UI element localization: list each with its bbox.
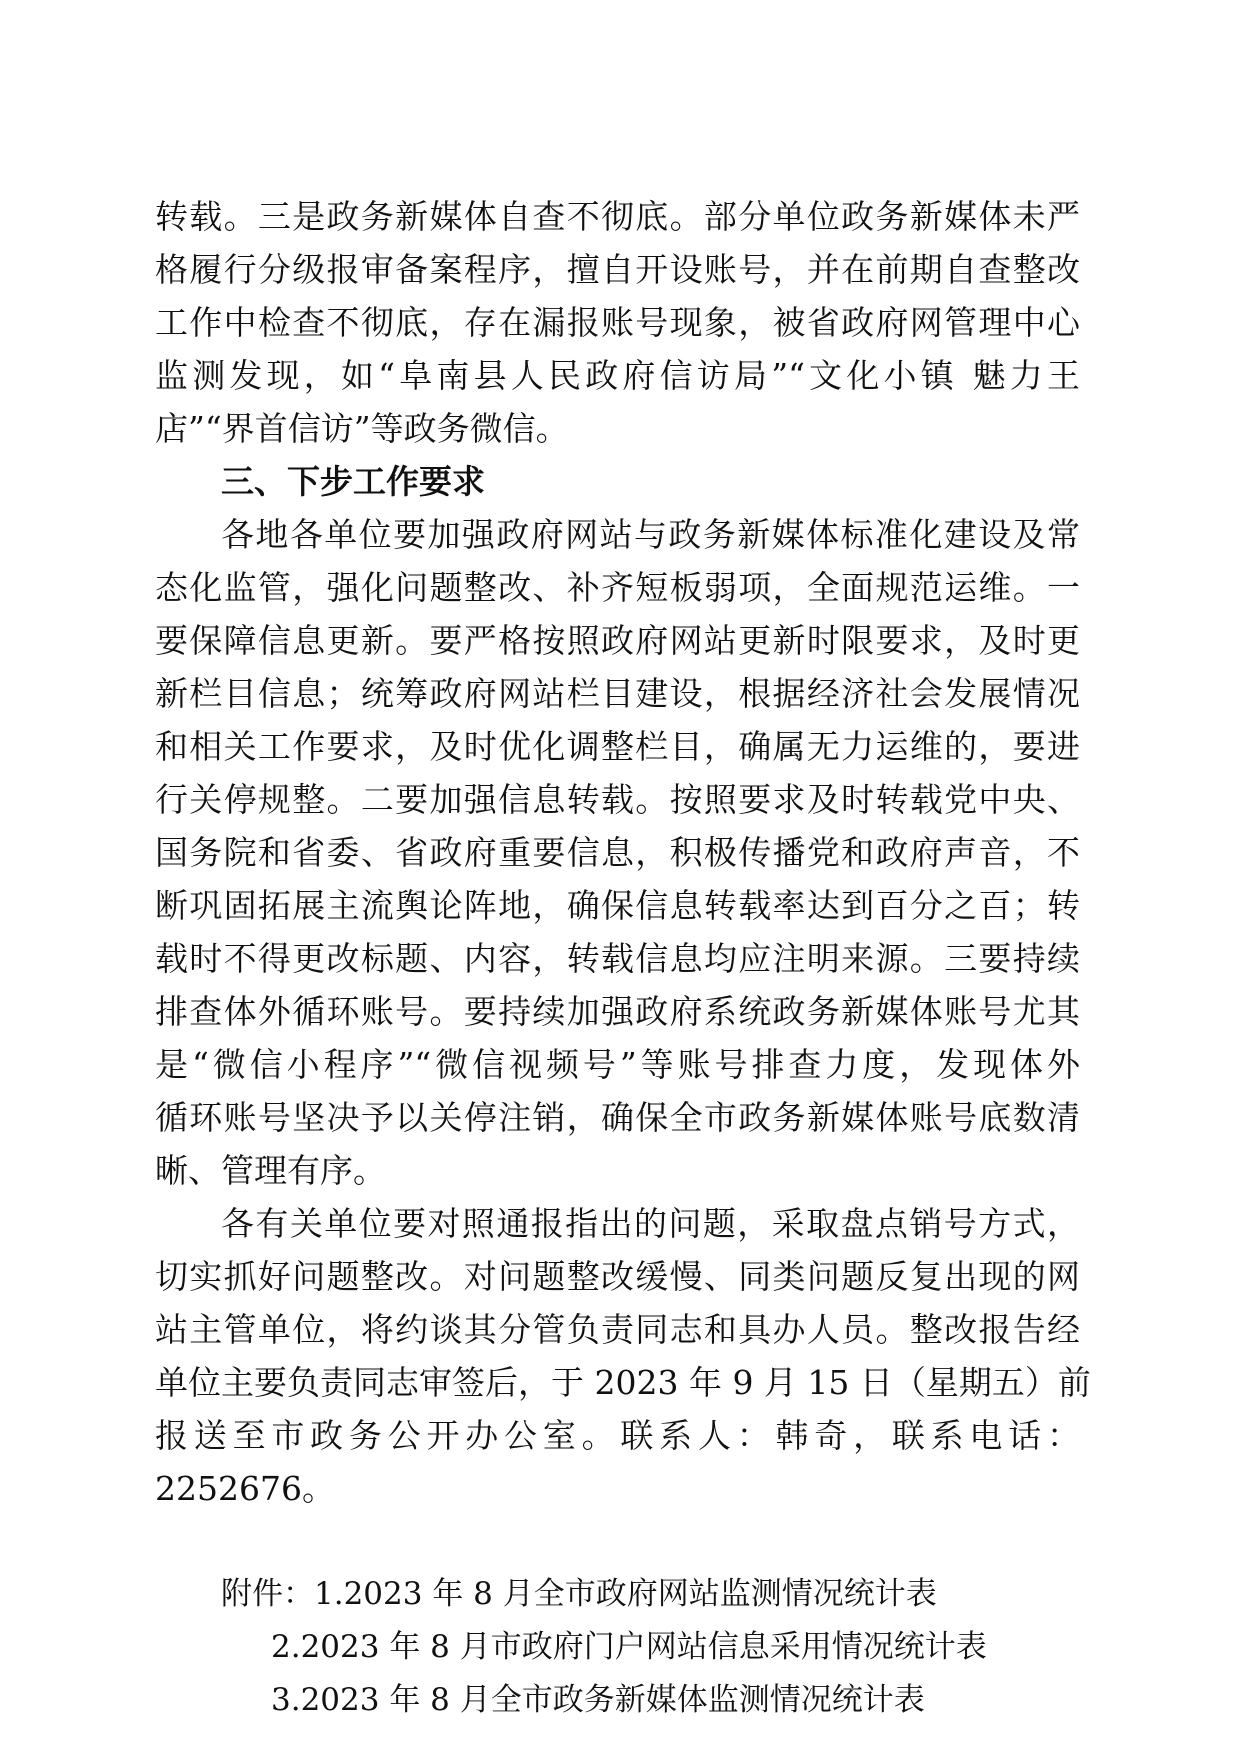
paragraph-rectification [155, 1197, 1091, 1515]
text-line: 各地各单位要加强政府网站与政务新媒体标准化建设及常 [221, 515, 1080, 554]
text-line: 2252676。 [155, 1469, 335, 1508]
text-line: 循环账号坚决予以关停注销，确保全市政务新媒体账号底数清 [155, 1098, 1080, 1137]
text-line: 和相关工作要求，及时优化调整栏目，确属无力运维的，要进 [155, 727, 1080, 766]
text-line: 工作中检查不彻底，存在漏报账号现象，被省政府网管理中心 [155, 303, 1080, 342]
text-line: 站主管单位，将约谈其分管负责同志和具办人员。整改报告经 [155, 1310, 1080, 1349]
text-line: 排查体外循环账号。要持续加强政府系统政务新媒体账号尤其 [155, 992, 1080, 1031]
document-page [155, 190, 1091, 1727]
attachment-item [155, 1621, 1080, 1674]
text-line: 各有关单位要对照通报指出的问题，采取盘点销号方式， [221, 1204, 1080, 1243]
text-line: 载时不得更改标题、内容，转载信息均应注明来源。三要持续 [155, 939, 1080, 978]
paragraph-self-check [155, 190, 1080, 455]
text-line: 晰、管理有序。 [155, 1151, 386, 1190]
text-line: 新栏目信息；统筹政府网站栏目建设，根据经济社会发展情况 [155, 674, 1080, 713]
paragraph-requirements [155, 508, 1080, 1197]
text-line: 报送至市政务公开办公室。联系人：韩奇，联系电话： [155, 1416, 1080, 1455]
text-line: 切实抓好问题整改。对问题整改缓慢、同类问题反复出现的网 [155, 1257, 1080, 1296]
text-line: 行关停规整。二要加强信息转载。按照要求及时转载党中央、 [155, 780, 1080, 819]
text-line: 格履行分级报审备案程序，擅自开设账号，并在前期自查整改 [155, 250, 1080, 289]
text-line: 单位主要负责同志审签后，于 2023 年 9 月 15 日（星期五）前 [155, 1363, 1091, 1402]
attachment-title: 3.2023 年 8 月全市政务新媒体监测情况统计表 [271, 1682, 925, 1718]
section-heading: 三、下步工作要求 [221, 462, 485, 501]
blank-line [155, 1515, 1080, 1568]
attachment-title: 1.2023 年 8 月全市政府网站监测情况统计表 [314, 1576, 937, 1612]
text-line: 是“微信小程序”“微信视频号”等账号排查力度，发现体外 [155, 1045, 1080, 1084]
text-line: 断巩固拓展主流舆论阵地，确保信息转载率达到百分之百；转 [155, 886, 1080, 925]
attachment-item [155, 1568, 1080, 1621]
attachment-item [155, 1674, 1080, 1727]
text-line: 要保障信息更新。要严格按照政府网站更新时限要求，及时更 [155, 621, 1080, 660]
text-line: 店”“界首信访”等政务微信。 [155, 409, 569, 448]
text-line: 转载。三是政务新媒体自查不彻底。部分单位政务新媒体未严 [155, 197, 1080, 236]
attachment-title: 2.2023 年 8 月市政府门户网站信息采用情况统计表 [271, 1629, 987, 1665]
text-line: 态化监管，强化问题整改、补齐短板弱项，全面规范运维。一 [155, 568, 1080, 607]
text-line: 监测发现，如“阜南县人民政府信访局”“文化小镇 魅力王 [155, 356, 1080, 395]
text-line: 国务院和省委、省政府重要信息，积极传播党和政府声音，不 [155, 833, 1080, 872]
attachments-label: 附件： [221, 1576, 314, 1612]
attachments-list [155, 1568, 1080, 1727]
